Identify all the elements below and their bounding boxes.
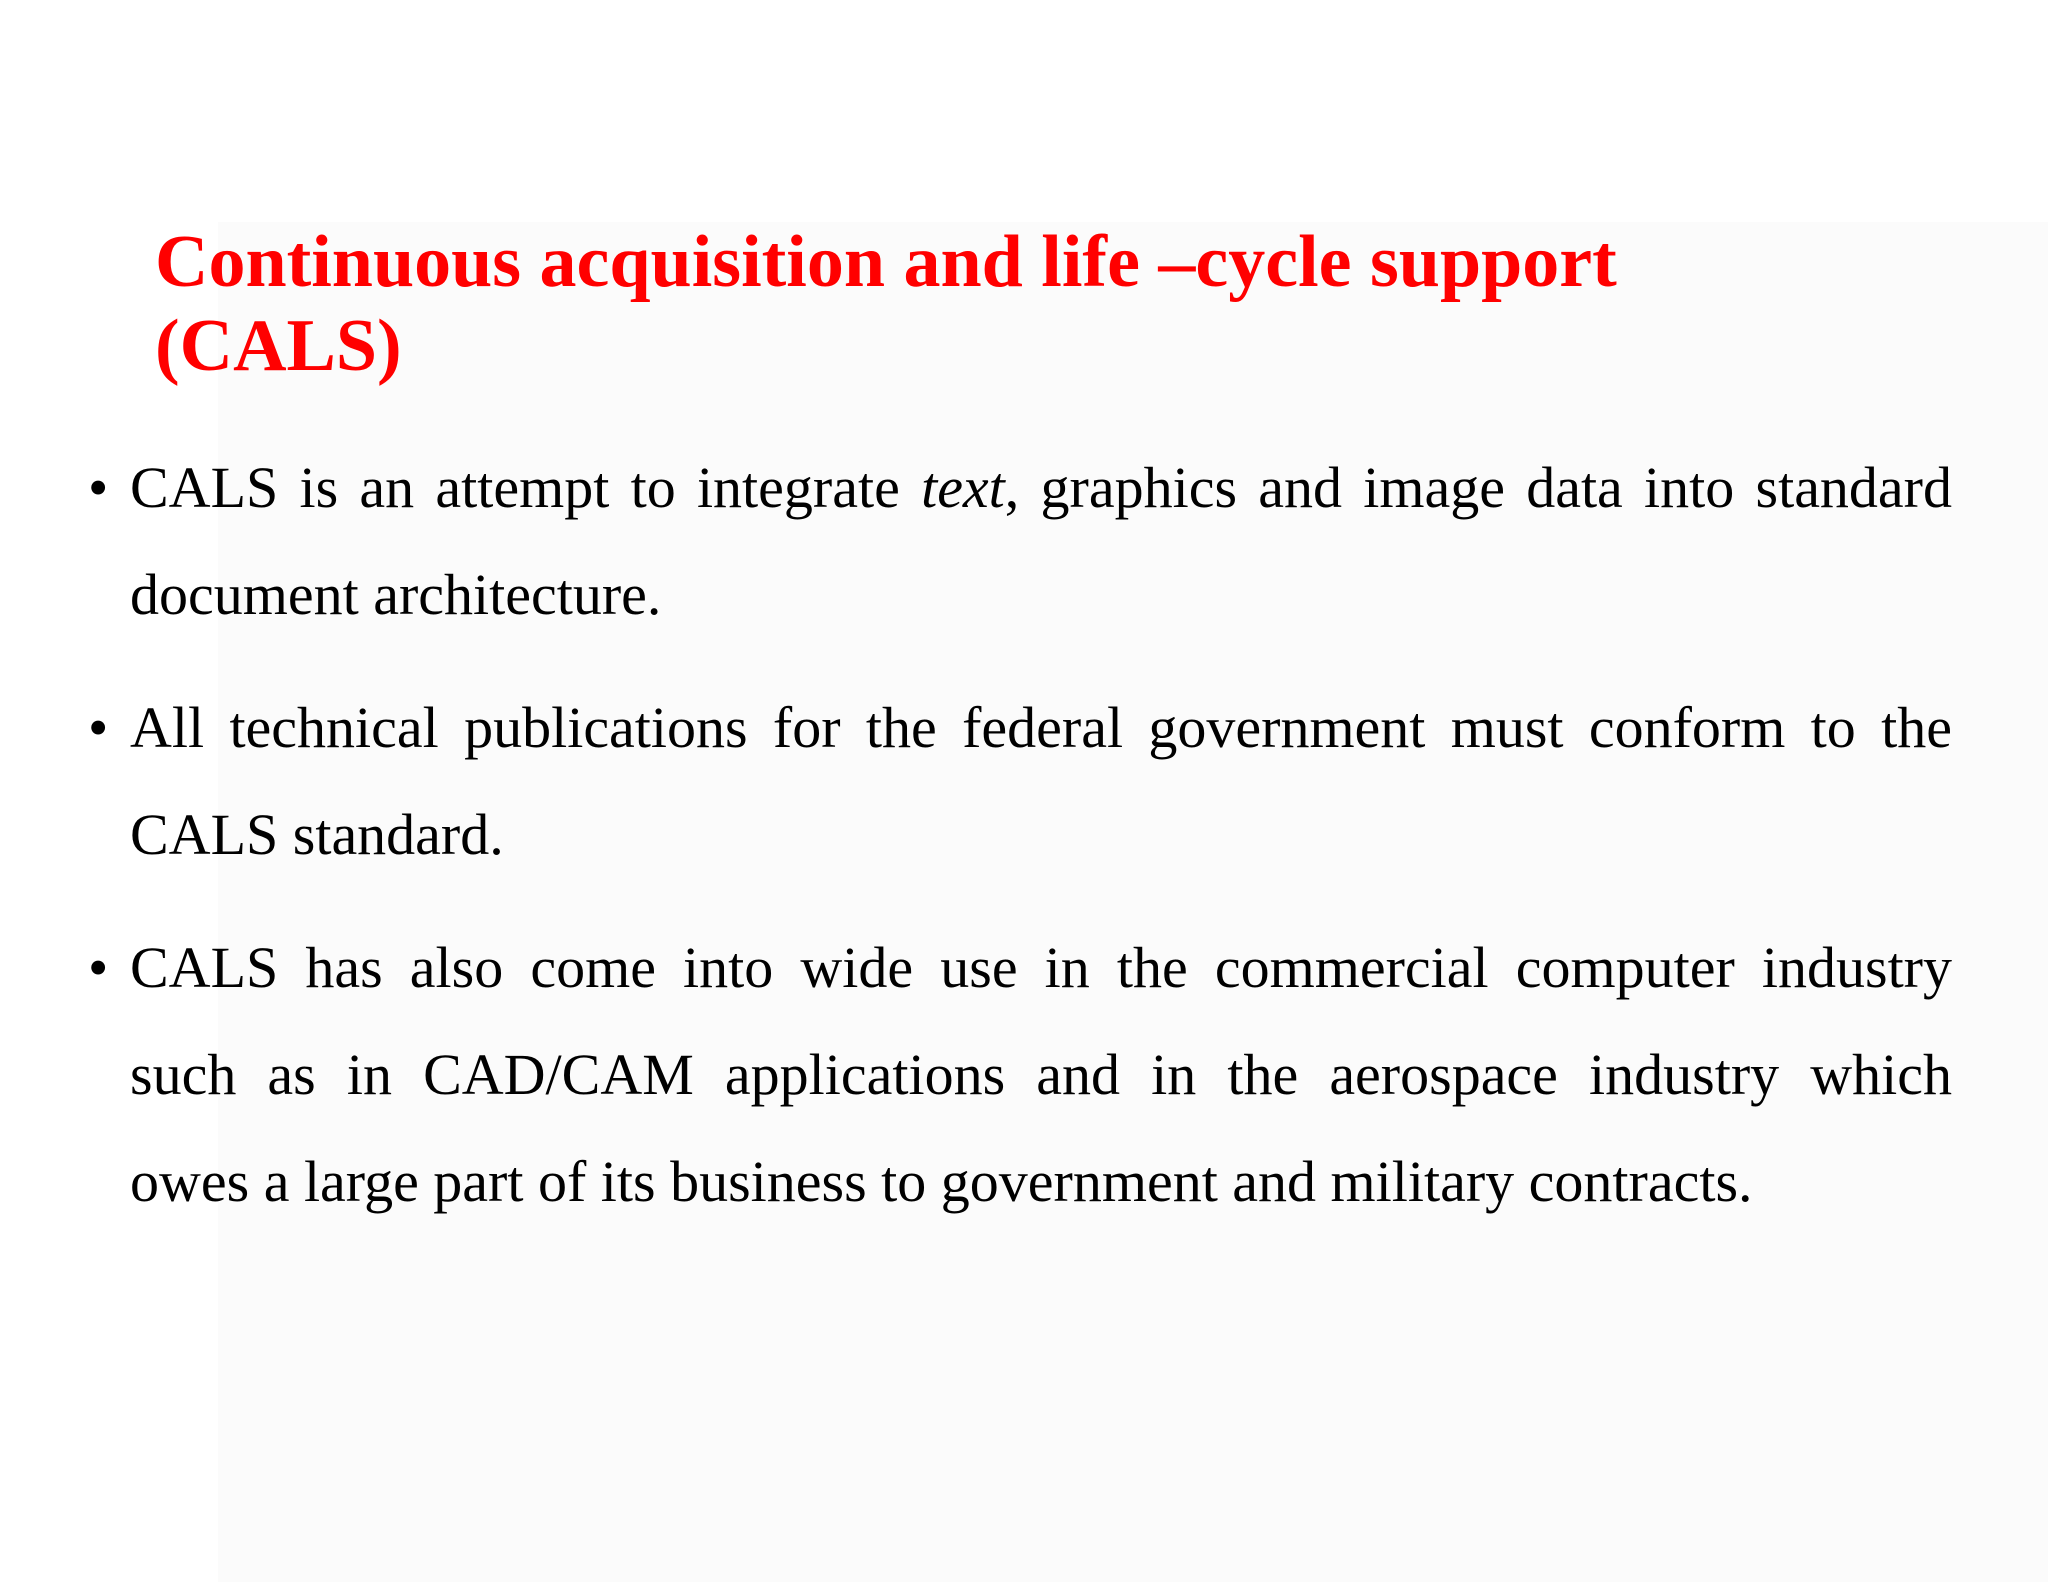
bullet-line: All technical publications for the federal government must conform to the [130,695,1952,760]
bullet-line: CALS standard. [130,802,504,867]
slide-title-line-1: Continuous acquisition and life –cycle support [155,221,1617,303]
bullet-line: document architecture. [130,562,662,627]
bullet-line: owes a large part of its business to government and military contracts. [130,1149,1753,1214]
bullet-dot-icon: • [88,455,109,520]
bullet-dot-icon: • [88,695,109,760]
bullet-line: CALS has also come into wide use in the commercial computer industry [130,935,1952,1000]
bullet-item-cals-attempt [88,434,1952,648]
bullet-list [88,434,1952,1261]
bullet-text-segment: , graphics and image data into standard [1004,455,1952,520]
bullet-text [130,434,1952,648]
slide-title [155,220,1755,388]
bullet-line [130,434,1952,541]
bullet-text [130,914,1952,1235]
bullet-line: such as in CAD/CAM applications and in the aerospace industry which [130,1042,1952,1107]
bullet-emphasis-text: text [921,455,1005,520]
bullet-text-segment: CALS is an attempt to integrate [130,455,922,520]
bullet-text [130,674,1952,888]
slide-title-line-2: (CALS) [155,305,402,387]
bullet-item-technical-publications [88,674,1952,888]
bullet-dot-icon: • [88,935,109,1000]
bullet-item-commercial-use [88,914,1952,1235]
